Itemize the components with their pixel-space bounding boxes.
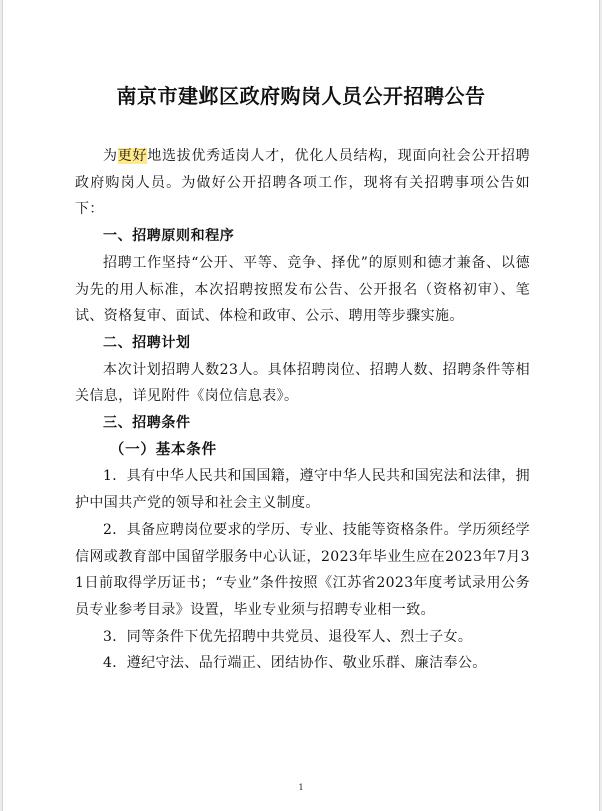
highlighted-text: 更好 [117, 148, 148, 164]
section-paragraph-plan: 本次计划招聘人数23人。具体招聘岗位、招聘人数、招聘条件等相关信息，详见附件《岗位信息表》。 [75, 361, 530, 405]
intro-paragraph [75, 143, 530, 223]
condition-item: 4．遵纪守法、品行端正、团结协作、敬业乐群、廉洁奉公。 [103, 655, 487, 672]
page-title: 南京市建邺区政府购岗人员公开招聘公告 [116, 84, 486, 108]
section-heading-conditions: 三、招聘条件 [103, 415, 191, 432]
condition-item: 1．具有中华人民共和国国籍，遵守中华人民共和国宪法和法律，拥护中国共产党的领导和社会主义制度。 [75, 468, 530, 512]
section-heading-principles: 一、招聘原则和程序 [103, 228, 235, 245]
subsection-heading-basic-conditions: （一）基本条件 [109, 440, 217, 458]
document-page [2, 0, 600, 811]
section-heading-plan: 二、招聘计划 [103, 334, 191, 351]
document-body [75, 143, 530, 677]
section-paragraph-principles: 招聘工作坚持“公开、平等、竞争、择优”的原则和德才兼备、以德为先的用人标准，本次招聘按照发布公告、公开报名（资格初审）、笔试、资格复审、面试、体检和政审、公示、聘用等步骤实施。 [75, 254, 530, 325]
page-number: 1 [298, 783, 304, 792]
condition-item: 3．同等条件下优先招聘中共党员、退役军人、烈士子女。 [103, 628, 473, 645]
intro-text-rest: 地选拔优秀适岗人才，优化人员结构，现面向社会公开招聘政府购岗人员。为做好公开招聘各项工作，现将有关招聘事项公告如下： [75, 148, 531, 218]
condition-item: 2．具备应聘岗位要求的学历、专业、技能等资格条件。学历须经学信网或教育部中国留学服务中心认证，2023年毕业生应在2023年7月31日前取得学历证书；“专业”条件按照《江苏省2023年度考试录用公务员专业参考目录》设置，毕业专业须与招聘专业相一致。 [75, 521, 530, 618]
intro-text-start: 为 [103, 148, 118, 164]
